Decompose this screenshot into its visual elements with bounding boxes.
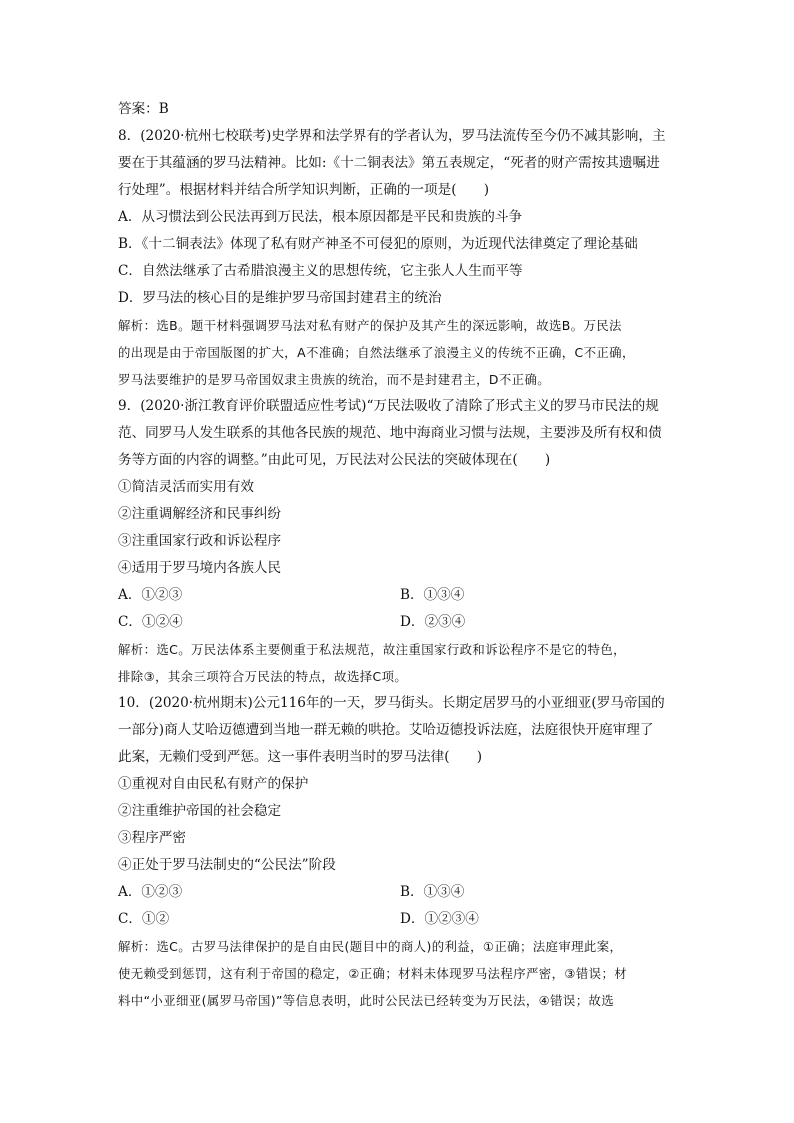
question-text-line: 务等方面的内容的调整。”由此可见，万民法对公民法的突破体现在( )	[118, 452, 551, 468]
option-a: A．①②③	[118, 884, 183, 900]
analysis-line: 排除③，其余三项符合万民法的特点，故选择C项。	[118, 669, 408, 684]
statement-item: ①重视对自由民私有财产的保护	[118, 776, 309, 792]
analysis-line: 料中“小亚细亚(属罗马帝国)”等信息表明，此时公民法已经转变为万民法，④错误；故选	[118, 993, 615, 1008]
option-a: A．从习惯法到公民法再到万民法，根本原因都是平民和贵族的斗争	[118, 209, 523, 225]
analysis-line: 解析：选C。万民法体系主要侧重于私法规范，故注重国家行政和诉讼程序不是它的特色，	[118, 642, 626, 657]
option-b: B．①③④	[400, 587, 465, 603]
statement-item: ④适用于罗马境内各族人民	[118, 560, 282, 576]
option-c: C．自然法继承了古希腊浪漫主义的思想传统，它主张人人生而平等	[118, 263, 523, 279]
statement-item: ①简洁灵活而实用有效	[118, 479, 254, 495]
analysis-line: 的出现是由于帝国版图的扩大，A不准确；自然法继承了浪漫主义的传统不正确，C不正确，	[118, 345, 635, 360]
question-text-line: 10．(2020·杭州期末)公元116年的一天，罗马街头。长期定居罗马的小亚细亚(罗马帝国的	[118, 695, 665, 711]
question-text-line: 9．(2020·浙江教育评价联盟适应性考试)“万民法吸收了清除了形式主义的罗马市民法的规	[118, 398, 659, 414]
statement-item: ③程序严密	[118, 830, 186, 846]
options-row	[118, 582, 678, 609]
question-9	[118, 393, 678, 690]
option-b: B．《十二铜表法》体现了私有财产神圣不可侵犯的原则，为近现代法律奠定了理论基础	[118, 236, 638, 252]
statement-item: ③注重国家行政和诉讼程序	[118, 533, 282, 549]
option-d: D．②③④	[400, 614, 466, 630]
document-page	[118, 96, 678, 1014]
question-text-line: 8．(2020·杭州七校联考)史学界和法学界有的学者认为，罗马法流传至今仍不减其影响，主	[118, 128, 666, 144]
question-10	[118, 690, 678, 1014]
option-a: A．①②③	[118, 587, 183, 603]
options-row	[118, 906, 678, 933]
answer-line: 答案：B	[118, 101, 169, 117]
statement-item: ②注重调解经济和民事纠纷	[118, 506, 282, 522]
analysis-line: 解析：选B。题干材料强调罗马法对私有财产的保护及其产生的深远影响，故选B。万民法	[118, 318, 622, 333]
analysis-line: 解析：选C。古罗马法律保护的是自由民(题目中的商人)的利益，①正确；法庭审理此案，	[118, 939, 623, 954]
options-row	[118, 879, 678, 906]
question-text-line: 一部分)商人艾哈迈德遭到当地一群无赖的哄抢。艾哈迈德投诉法庭，法庭很快开庭审理了	[118, 722, 654, 738]
analysis-line: 罗马法要维护的是罗马帝国奴隶主贵族的统治，而不是封建君主，D不正确。	[118, 372, 551, 387]
option-c: C．①②④	[118, 614, 183, 630]
question-8	[118, 123, 678, 393]
question-text-line: 此案，无赖们受到严惩。这一事件表明当时的罗马法律( )	[118, 749, 483, 765]
question-text-line: 要在于其蕴涵的罗马法精神。比如:《十二铜表法》第五表规定，“死者的财产需按其遗嘱进	[118, 155, 660, 171]
option-b: B．①③④	[400, 884, 465, 900]
question-text-line: 范、同罗马人发生联系的其他各民族的规范、地中海商业习惯与法规，主要涉及所有权和债	[118, 425, 662, 441]
option-d: D．①②③④	[400, 911, 479, 927]
option-d: D．罗马法的核心目的是维护罗马帝国封建君主的统治	[118, 290, 442, 306]
statement-item: ②注重维护帝国的社会稳定	[118, 803, 282, 819]
options-row	[118, 609, 678, 636]
option-c: C．①②	[118, 911, 170, 927]
statement-item: ④正处于罗马法制史的“公民法”阶段	[118, 857, 336, 873]
analysis-line: 使无赖受到惩罚，这有利于帝国的稳定，②正确；材料未体现罗马法程序严密，③错误；材	[118, 966, 628, 981]
question-text-line: 行处理”。根据材料并结合所学知识判断，正确的一项是( )	[118, 182, 489, 198]
